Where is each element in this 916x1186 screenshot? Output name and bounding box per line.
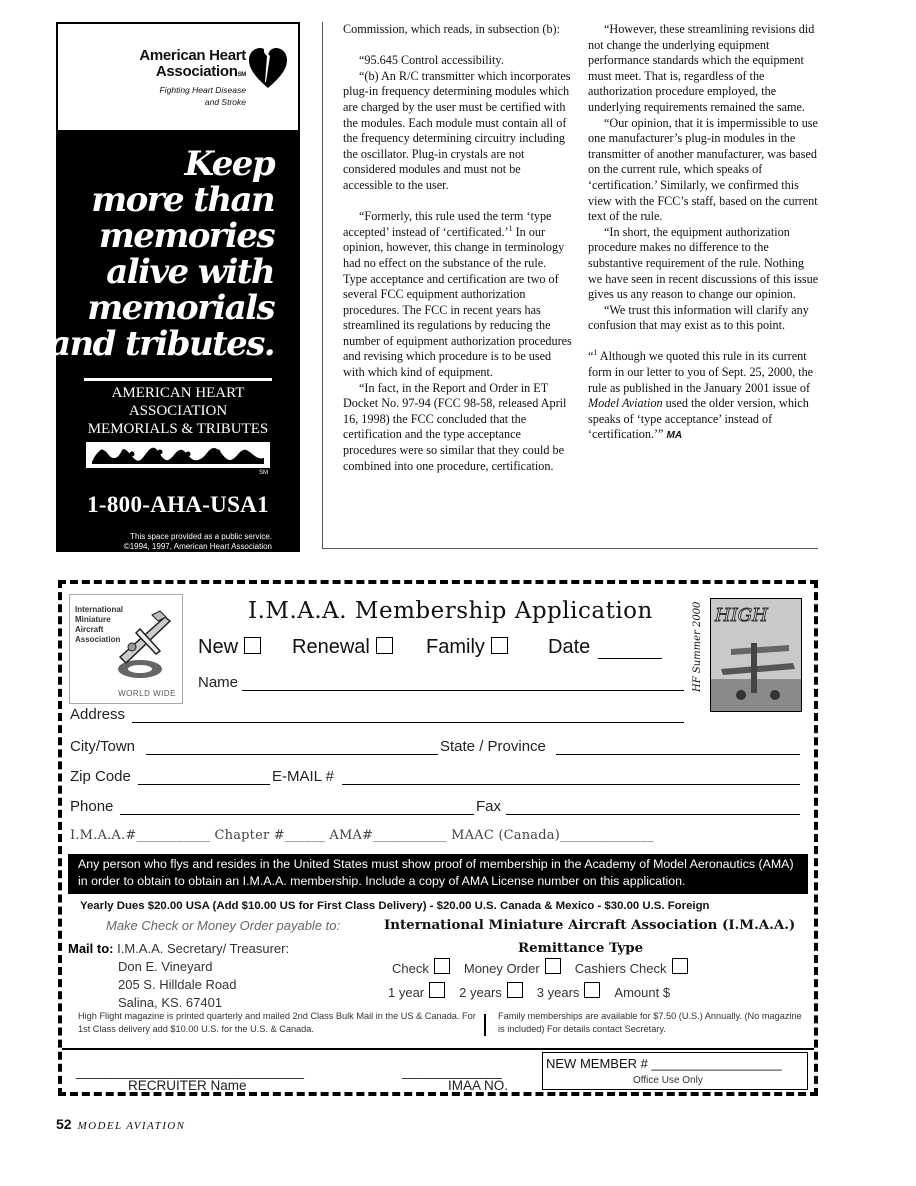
program-line: AMERICAN HEART xyxy=(111,385,245,401)
recruiter-field[interactable]: ________________________________ xyxy=(76,1064,304,1079)
city-label: City/Town xyxy=(70,738,136,755)
high-flight-note: High Flight magazine is printed quarterly and mailed 2nd Class Bulk Mail in the US & Canada. For 1st Class delivery add $10.00 U.S. for the U.S. & Canada. xyxy=(78,1011,476,1034)
imaa-no-field[interactable]: ______________ xyxy=(402,1064,502,1079)
new-member-number: NEW MEMBER # __________________ xyxy=(546,1056,782,1071)
term-3-label: 3 years xyxy=(536,985,580,1000)
aha-tagline-1: Fighting Heart Disease xyxy=(159,85,246,95)
ad-phone-number: 1-800-AHA-USA1 xyxy=(87,492,269,517)
airplane-globe-icon xyxy=(110,607,180,687)
page-number: 52 xyxy=(56,1116,72,1132)
recruiter-label: RECRUITER Name xyxy=(128,1078,247,1093)
footer-rule xyxy=(62,1048,814,1050)
renewal-checkbox[interactable] xyxy=(376,637,393,654)
article-text: “ xyxy=(588,349,594,364)
family-checkbox[interactable] xyxy=(491,637,508,654)
term-1-label: 1 year xyxy=(388,985,425,1000)
footnote-ref: 1 xyxy=(508,223,513,233)
remit-cashiers-label: Cashiers Check xyxy=(574,961,667,976)
remit-money-order-label: Money Order xyxy=(463,961,540,976)
ad-program-name xyxy=(58,384,298,438)
ornamental-band xyxy=(86,442,270,468)
term-options xyxy=(388,982,670,1000)
mail-address-line: Salina, KS. 67401 xyxy=(118,995,223,1010)
column-rule-horizontal xyxy=(322,548,818,549)
article-paragraph: “In fact, in the Report and Order in ET Docket No. 97-94 (FCC 98-58, released April 16, 1998) the FCC concluded that the certification and the type acceptance procedures were so similar that they could be combined into one procedure, certification. xyxy=(343,380,567,473)
amount-label: Amount $ xyxy=(614,985,671,1000)
mail-address-line: Don E. Vineyard xyxy=(118,959,213,974)
footnote-ref: 1 xyxy=(593,348,598,358)
name-label: Name xyxy=(198,674,239,691)
logo-line: International xyxy=(75,605,124,614)
slogan-line: Keep xyxy=(184,144,274,184)
magazine-title: HIGH xyxy=(715,605,768,626)
aha-org-name-1: American Heart xyxy=(139,47,246,64)
option-label: Family xyxy=(426,636,485,658)
ad-slogan xyxy=(49,146,274,362)
magazine-title-italic: Model Aviation xyxy=(588,396,663,411)
magazine-airplane-icon xyxy=(711,629,802,712)
logo-line: Miniature xyxy=(75,615,111,624)
fax-label: Fax xyxy=(476,798,502,815)
logo-line: Association xyxy=(75,635,121,644)
option-new[interactable] xyxy=(198,636,261,659)
money-order-checkbox[interactable] xyxy=(545,958,561,974)
option-label: New xyxy=(198,636,239,658)
ad-logo-area xyxy=(58,24,298,130)
article-text: Although we quoted this rule in its current form in our letter to you of Sept. 25, 2000, the rule as published in the January 2001 issue of xyxy=(588,349,814,395)
credit-line: ©1994, 1997, American Heart Association xyxy=(123,542,272,551)
name-field[interactable] xyxy=(242,690,684,691)
aha-sm-mark: SM xyxy=(237,72,246,78)
family-membership-note: Family memberships are available for $7.50 (U.S.) Annually. (No magazine is included) For details contact Secretary. xyxy=(498,1011,802,1034)
new-checkbox[interactable] xyxy=(244,637,261,654)
heart-torch-icon xyxy=(248,42,288,92)
page-folio xyxy=(56,1116,185,1134)
phone-field[interactable] xyxy=(120,814,474,815)
membership-numbers-line[interactable]: I.M.A.A.#___________ Chapter #______ AMA#___________ MAAC (Canada)______________ xyxy=(70,828,654,843)
date-field[interactable] xyxy=(598,658,662,659)
article-text: “Formerly, this rule used the term ‘type accepted’ instead of ‘certificated.’ xyxy=(343,209,552,239)
ad-sm-mark: SM xyxy=(259,470,268,476)
logo-line: Aircraft xyxy=(75,625,104,634)
article-paragraph: “Our opinion, that it is impermissible to use one manufacturer’s plug-in modules in the transmitter of another manufacturer, was based on the current rule, which speaks of ‘certification.’ Similarly, we confirmed this view with the FCC’s staff, based on the current text of the rule. xyxy=(588,115,818,224)
credit-line: This space provided as a public service. xyxy=(130,532,272,541)
logo-world-wide: WORLD WIDE xyxy=(118,689,176,698)
slogan-line: memories xyxy=(98,216,274,256)
imaa-logo xyxy=(69,594,183,704)
article-paragraph xyxy=(343,209,573,381)
term-2-label: 2 years xyxy=(459,985,502,1000)
column-rule-vertical xyxy=(322,22,323,548)
payable-label: Make Check or Money Order payable to: xyxy=(106,918,341,933)
ornament-icon xyxy=(88,444,268,466)
mail-to-block xyxy=(68,940,289,1012)
form-title: I.M.A.A. Membership Application xyxy=(248,598,653,624)
state-label: State / Province xyxy=(440,738,546,755)
mail-recipient: I.M.A.A. Secretary/ Treasurer: xyxy=(117,941,290,956)
remit-check-label: Check xyxy=(392,961,429,976)
slogan-line: and tributes. xyxy=(49,324,274,364)
article-paragraph: “However, these streamlining revisions did not change the underlying equipment performance standards which the equipment must meet. That is, regardless of the authorization procedure employed, the underlying requirements remained the same. xyxy=(588,22,815,114)
article-paragraph: “In short, the equipment authorization procedure makes no difference to the substantive requirement of the rule. Nothing we have seen in recent discussions of this issue gives us any reason to change our opinion. xyxy=(588,224,819,302)
mail-label: Mail to: xyxy=(68,941,114,956)
one-year-checkbox[interactable] xyxy=(429,982,445,998)
imaa-no-label: IMAA NO. xyxy=(448,1078,509,1093)
article-paragraph: “95.645 Control accessibility. xyxy=(359,53,504,68)
aha-advertisement xyxy=(49,22,300,552)
state-field[interactable] xyxy=(556,754,800,755)
option-family[interactable] xyxy=(426,636,508,659)
magazine-name: MODEL AVIATION xyxy=(77,1120,186,1132)
check-checkbox[interactable] xyxy=(434,958,450,974)
aha-org-name-2: Association xyxy=(155,63,238,80)
program-line: ASSOCIATION xyxy=(128,403,228,419)
date-label: Date xyxy=(548,636,591,658)
article-paragraph: “We trust this information will clarify any confusion that may exist as to this point. xyxy=(588,302,809,333)
article-column-1 xyxy=(343,22,573,474)
address-label: Address xyxy=(70,706,126,723)
note-divider xyxy=(484,1014,486,1036)
slogan-line: memorials xyxy=(87,288,274,328)
ad-credit xyxy=(124,532,272,552)
fax-field[interactable] xyxy=(506,814,800,815)
yearly-dues: Yearly Dues $20.00 USA (Add $10.00 US for First Class Delivery) - $20.00 U.S. Canada & Mexico - $30.00 U.S. Foreign xyxy=(80,900,710,912)
aha-logo-text xyxy=(128,48,246,107)
email-label: E-MAIL # xyxy=(272,768,334,785)
city-field[interactable] xyxy=(146,754,438,755)
article-text: used the older version, which speaks of ‘type acceptance’ instead of ‘certification.’” xyxy=(588,396,809,442)
program-line: MEMORIALS & TRIBUTES xyxy=(87,421,269,437)
zip-field[interactable] xyxy=(138,784,270,785)
ad-divider xyxy=(84,378,272,381)
remittance-options xyxy=(392,958,702,976)
address-field[interactable] xyxy=(132,722,684,723)
slogan-line: more than xyxy=(91,180,274,220)
slogan-line: alive with xyxy=(106,252,274,292)
email-field[interactable] xyxy=(342,784,800,785)
phone-label: Phone xyxy=(70,798,114,815)
ama-notice: Any person who flys and resides in the United States must show proof of membership in the Academy of Model Aeronautics (AMA) in order to obtain to obtain an I.M.A.A. membership. Include a copy of AMA License number on this application. xyxy=(68,854,808,894)
option-label: Renewal xyxy=(292,636,370,658)
membership-application-form xyxy=(58,580,818,1096)
aha-tagline-2: and Stroke xyxy=(204,97,246,107)
mail-address-line: 205 S. Hilldale Road xyxy=(118,977,237,992)
footnote-paragraph xyxy=(588,349,820,444)
payee-name: International Miniature Aircraft Association (I.M.A.A.) xyxy=(384,917,796,933)
high-flight-magazine-cover xyxy=(710,598,802,712)
article-paragraph: “(b) An R/C transmitter which incorporates plug-in frequency determining modules which are charged by the user must be certified with the modules. Each module must contain all of the frequency determining circuitry including the oscillator. Plug-in crystals are not considered modules and must not be accessible to the user. xyxy=(343,68,571,192)
article-column-2 xyxy=(588,22,820,444)
article-paragraph: Commission, which reads, in subsection (b): xyxy=(343,22,560,36)
three-years-checkbox[interactable] xyxy=(584,982,600,998)
end-mark: MA xyxy=(666,430,683,442)
ad-black-panel xyxy=(49,130,298,552)
magazine-issue-label: HF Summer 2000 xyxy=(692,601,703,692)
office-use-box xyxy=(542,1052,808,1090)
two-years-checkbox[interactable] xyxy=(507,982,523,998)
article-text: In our opinion, however, this change in terminology had no effect on the substance of the rule. Type acceptance and certification are two of several FCC equipment authorization procedures. The FCC in recent years has streamlined its regulations by reducing the number of equipment authorization procedures and revising which procedure is to be used with which kind of equipment. xyxy=(343,224,572,380)
office-use-label: Office Use Only xyxy=(633,1075,703,1086)
zip-label: Zip Code xyxy=(70,768,131,785)
option-renewal[interactable] xyxy=(292,636,393,659)
remittance-title: Remittance Type xyxy=(518,940,644,956)
cashiers-check-checkbox[interactable] xyxy=(672,958,688,974)
